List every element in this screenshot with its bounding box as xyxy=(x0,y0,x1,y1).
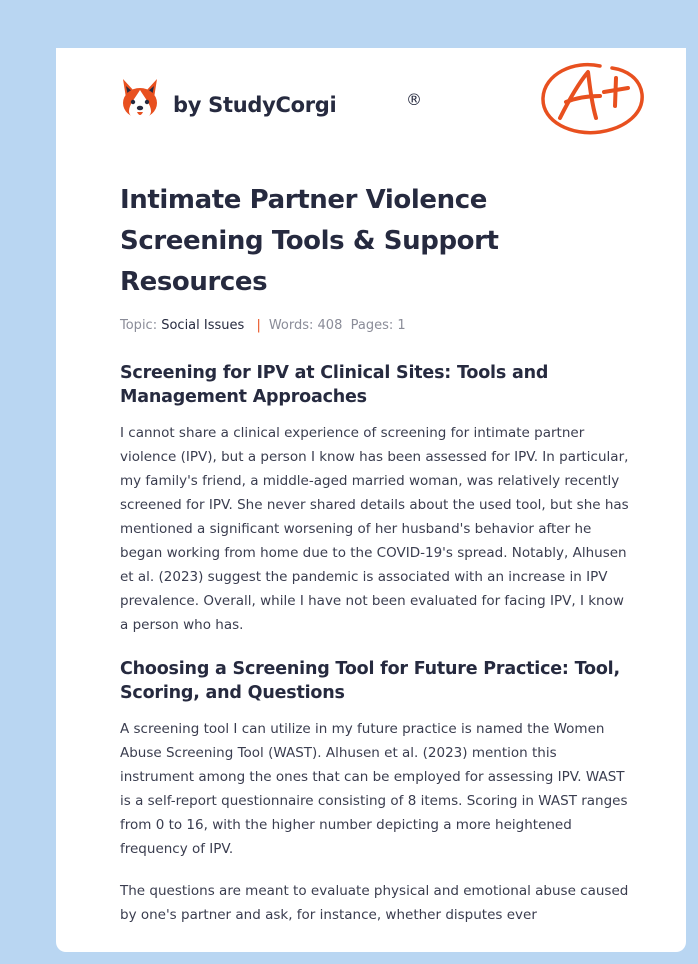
meta-separator: | xyxy=(256,318,261,333)
topic-link[interactable]: Social Issues xyxy=(161,318,245,333)
document-body xyxy=(120,180,630,927)
a-plus-grade-icon xyxy=(538,58,648,140)
body-paragraph: A screening tool I can utilize in my future practice is named the Women Abuse Screening Tool (WAST). Alhusen et al. (2023) mention this instrument among the ones that can be employed for assessing IPV. WAST is a self-report questionnaire consisting of 8 items. Scoring in WAST ranges from 0 to 16, with the higher number depicting a more heightened frequency of IPV. xyxy=(120,721,628,857)
brand-name: by StudyCorgi xyxy=(173,93,337,117)
body-paragraph: I cannot share a clinical experience of screening for intimate partner violence (IPV), but a person I know has been assessed for IPV. In particular, my family's friend, a middle-aged married woman, was relatively recently screened for IPV. She never shared details about the used tool, but she has mentioned a significant worsening of her husband's behavior after he began working from home due to the COVID-19's spread. Notably, Alhusen et al. (2023) suggest the pandemic is associated with an increase in IPV prevalence. Overall, while I have not been evaluated for facing IPV, I know a person who has. xyxy=(120,425,629,633)
registered-mark: ® xyxy=(406,90,422,109)
document-page xyxy=(56,48,686,952)
document-title: Intimate Partner Violence Screening Tools & Support Resources xyxy=(120,185,499,297)
section-heading: Choosing a Screening Tool for Future Practice: Tool, Scoring, and Questions xyxy=(120,659,620,703)
body-paragraph: The questions are meant to evaluate physical and emotional abuse caused by one's partner and ask, for instance, whether disputes ever xyxy=(120,883,629,923)
topic-label: Topic: xyxy=(120,318,158,333)
page-count: Pages: 1 xyxy=(350,318,406,333)
studycorgi-logo[interactable] xyxy=(120,76,422,122)
section-heading: Screening for IPV at Clinical Sites: Tools and Management Approaches xyxy=(120,363,549,407)
word-count: Words: 408 xyxy=(268,318,343,333)
corgi-icon xyxy=(120,76,160,122)
document-meta xyxy=(120,318,630,333)
